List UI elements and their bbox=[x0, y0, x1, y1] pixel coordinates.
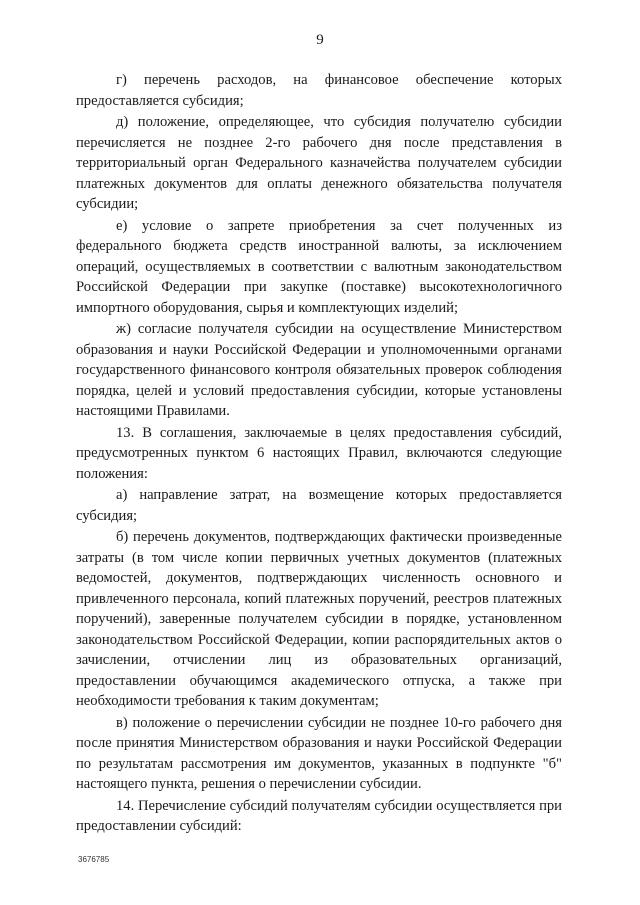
paragraph-13: 13. В соглашения, заключаемые в целях предоставления субсидий, предусмотренных пунктом 6 настоящих Правил, включаются следующие положения: bbox=[76, 424, 562, 482]
paragraph-e: е) условие о запрете приобретения за счет полученных из федерального бюджета средств иностранной валюты, за исключением операций, осуществляемых в соответствии с валютным законодательством Российской Федерации при закупке (поставке) высокотехнологичного импортного оборудования, сырья и комплектующих изделий; bbox=[76, 217, 562, 316]
paragraph-zh: ж) согласие получателя субсидии на осуществление Министерством образования и науки Российской Федерации и уполномоченными органами государственного финансового контроля обязательных проверок соблюдения порядка, целей и условий предоставления субсидии, которые установлены настоящими Правилами. bbox=[76, 321, 562, 419]
paragraph-d: д) положение, определяющее, что субсидия получателю субсидии перечисляется не позднее 2-го рабочего дня после представления в территориальный орган Федерального казначейства получателем субсидии платежных документов для оплаты денежного обязательства получателя субсидии; bbox=[76, 114, 562, 212]
paragraph-g: г) перечень расходов, на финансовое обеспечение которых предоставляется субсидия; bbox=[76, 72, 562, 109]
document-code: 3676785 bbox=[78, 855, 110, 864]
paragraph-v: в) положение о перечислении субсидии не позднее 10-го рабочего дня после принятия Министерством образования и науки Российской Федерации по результатам рассмотрения им документов, указанных в подпункте "б" настоящего пункта, решения о перечислении субсидии. bbox=[76, 714, 562, 792]
page-number: 9 bbox=[316, 32, 324, 48]
document-body bbox=[76, 70, 562, 837]
paragraph-a: а) направление затрат, на возмещение которых предоставляется субсидия; bbox=[76, 487, 562, 524]
paragraph-14: 14. Перечисление субсидий получателям субсидии осуществляется при предоставлении субсидий: bbox=[76, 797, 562, 834]
paragraph-b: б) перечень документов, подтверждающих фактически произведенные затраты (в том числе копии первичных учетных документов (платежных ведомостей, документов, подтверждающих численность основного и привлеченного персонала, копий платежных поручений, реестров платежных поручений), заверенные получателем субсидии в порядке, установленном законодательством Российской Федерации, копии распорядительных актов о зачислении, отчислении лиц из образовательных организаций, предоставлении обучающимся академического отпуска, а также при необходимости требования к таким документам; bbox=[76, 529, 562, 709]
